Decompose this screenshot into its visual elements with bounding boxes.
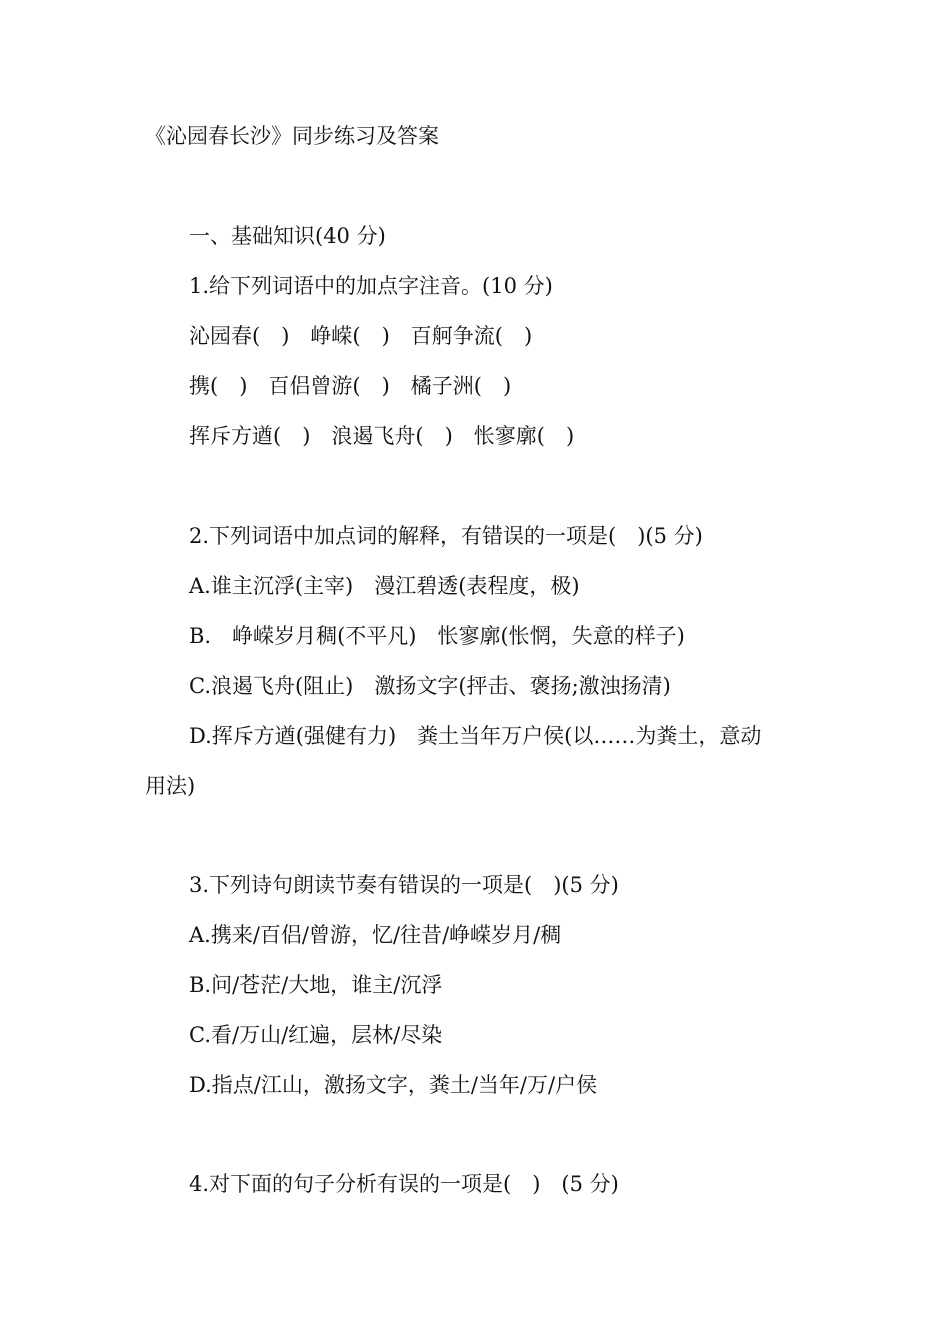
question-1-stem: 1.给下列词语中的加点字注音。(10 分) (189, 274, 553, 298)
question-3-option-b: B.问/苍茫/大地，谁主/沉浮 (189, 973, 443, 997)
question-2-option-b: B. 峥嵘岁月稠(不平凡) 怅寥廓(怅惘，失意的样子) (189, 624, 685, 648)
question-2-stem: 2.下列词语中加点词的解释，有错误的一项是( )(5 分) (189, 524, 703, 548)
question-4-stem: 4.对下面的句子分析有误的一项是( ) (5 分) (189, 1172, 619, 1196)
question-2-option-a: A.谁主沉浮(主宰) 漫江碧透(表程度，极) (189, 574, 580, 598)
question-3-option-d: D.指点/江山，激扬文字，粪土/当年/万/户侯 (189, 1073, 598, 1097)
question-3-stem: 3.下列诗句朗读节奏有错误的一项是( )(5 分) (189, 873, 619, 897)
question-3-option-c: C.看/万山/红遍，层林/尽染 (189, 1023, 443, 1047)
question-2-option-d: D.挥斥方遒(强健有力) 粪土当年万户侯(以……为粪土，意动 (189, 724, 762, 748)
question-2-option-c: C.浪遏飞舟(阻止) 激扬文字(抨击、褒扬;激浊扬清) (189, 674, 671, 698)
section-heading: 一、基础知识(40 分) (189, 224, 386, 248)
question-1-row-3: 挥斥方遒( ) 浪遏飞舟( ) 怅寥廓( ) (189, 424, 575, 448)
document-title: 《沁园春长沙》同步练习及答案 (145, 124, 439, 148)
question-1-row-2: 携( ) 百侣曾游( ) 橘子洲( ) (189, 374, 512, 398)
question-1-row-1: 沁园春( ) 峥嵘( ) 百舸争流( ) (189, 324, 533, 348)
question-3-option-a: A.携来/百侣/曾游，忆/往昔/峥嵘岁月/稠 (189, 923, 562, 947)
question-2-option-d-continued: 用法) (145, 774, 196, 798)
